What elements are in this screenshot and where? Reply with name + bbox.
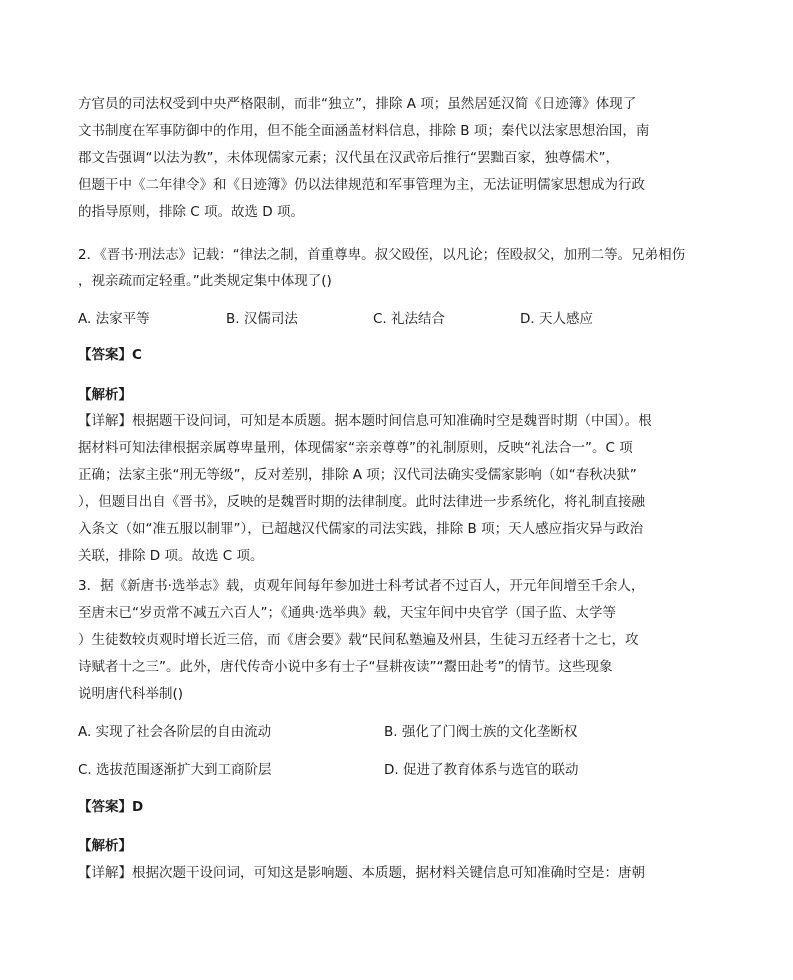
q3-analysis-title: 【解析】 xyxy=(78,838,132,854)
q2-detail-line-3: 正确；法家主张“刑无等级”，反对差别，排除 A 项；汉代司法确实受儒家影响（如“春秋决狱” xyxy=(78,467,637,483)
prev-analysis-line-3: 郡文告强调“以法为教”，未体现儒家元素；汉代虽在汉武帝后推行“罢黜百家，独尊儒术”， xyxy=(78,150,619,166)
q3-stem-line-1: 3．据《新唐书·选举志》载，贞观年间每年参加进士科考试者不过百人，开元年间增至千余人， xyxy=(78,578,645,594)
q2-option-d: D. 天人感应 xyxy=(520,311,593,327)
prev-analysis-line-5: 的指导原则，排除 C 项。故选 D 项。 xyxy=(78,204,304,220)
q2-option-a: A. 法家平等 xyxy=(78,311,150,327)
prev-analysis-line-2: 文书制度在军事防御中的作用，但不能全面涵盖材料信息，排除 B 项；秦代以法家思想治国，南 xyxy=(78,123,650,139)
q2-detail-line-2: 据材料可知法律根据亲属尊卑量刑，体现儒家“亲亲尊尊”的礼制原则，反映“礼法合一”。C 项 xyxy=(78,440,633,456)
q3-option-c: C. 选拔范围逐渐扩大到工商阶层 xyxy=(78,762,272,778)
q2-detail-line-6: 关联，排除 D 项。故选 C 项。 xyxy=(78,548,264,564)
q2-detail-line-4: ），但题目出自《晋书》，反映的是魏晋时期的法律制度。此时法律进一步系统化，将礼制直接融 xyxy=(78,494,645,510)
q3-detail-line-1: 【详解】根据次题干设问词，可知这是影响题、本质题，据材料关键信息可知准确时空是：唐朝 xyxy=(78,865,645,881)
q2-detail-line-5: 入条文（如“准五服以制罪”），已超越汉代儒家的司法实践，排除 B 项；天人感应指灾异与政治 xyxy=(78,521,644,537)
prev-analysis-line-4: 但题干中《二年律令》和《日迹簿》仍以法律规范和军事管理为主，无法证明儒家思想成为行政 xyxy=(78,177,645,193)
q3-stem-line-5: 说明唐代科举制() xyxy=(78,686,184,702)
q2-stem-line-1: 2．《晋书·刑法志》记载：“律法之制，首重尊卑。叔父殴侄，以凡论；侄殴叔父，加刑二等。兄弟相伤 xyxy=(78,247,686,263)
q3-stem-line-2: 至唐末已“岁贡常不减五六百人”；《通典·选举典》载，天宝年间中央官学（国子监、太学等 xyxy=(78,605,617,621)
q3-option-a: A. 实现了社会各阶层的自由流动 xyxy=(78,724,272,740)
q3-option-b: B. 强化了门阀士族的文化垄断权 xyxy=(384,724,578,740)
q3-stem-line-4: 诗赋者十之三”。此外，唐代传奇小说中多有士子“昼耕夜读”“鬻田赴考”的情节。这些现象 xyxy=(78,659,613,675)
q2-option-b: B. 汉儒司法 xyxy=(226,311,298,327)
q3-answer: 【答案】D xyxy=(78,799,144,815)
q2-detail-line-1: 【详解】根据题干设问词，可知是本质题。据本题时间信息可知准确时空是魏晋时期（中国）。根 xyxy=(78,413,652,429)
q3-stem-line-3: ）生徒数较贞观时增长近三倍，而《唐会要》载“民间私塾遍及州县，生徒习五经者十之七，攻 xyxy=(78,632,639,648)
q2-option-c: C. 礼法结合 xyxy=(373,311,446,327)
q2-stem-line-2: ，视亲疏而定轻重。”此类规定集中体现了() xyxy=(78,273,332,289)
q3-option-d: D. 促进了教育体系与选官的联动 xyxy=(384,762,579,778)
prev-analysis-line-1: 方官员的司法权受到中央严格限制，而非“独立”，排除 A 项；虽然居延汉简《日迹簿》体现了 xyxy=(78,96,637,112)
q2-answer: 【答案】C xyxy=(78,347,142,363)
q2-analysis-title: 【解析】 xyxy=(78,387,132,403)
